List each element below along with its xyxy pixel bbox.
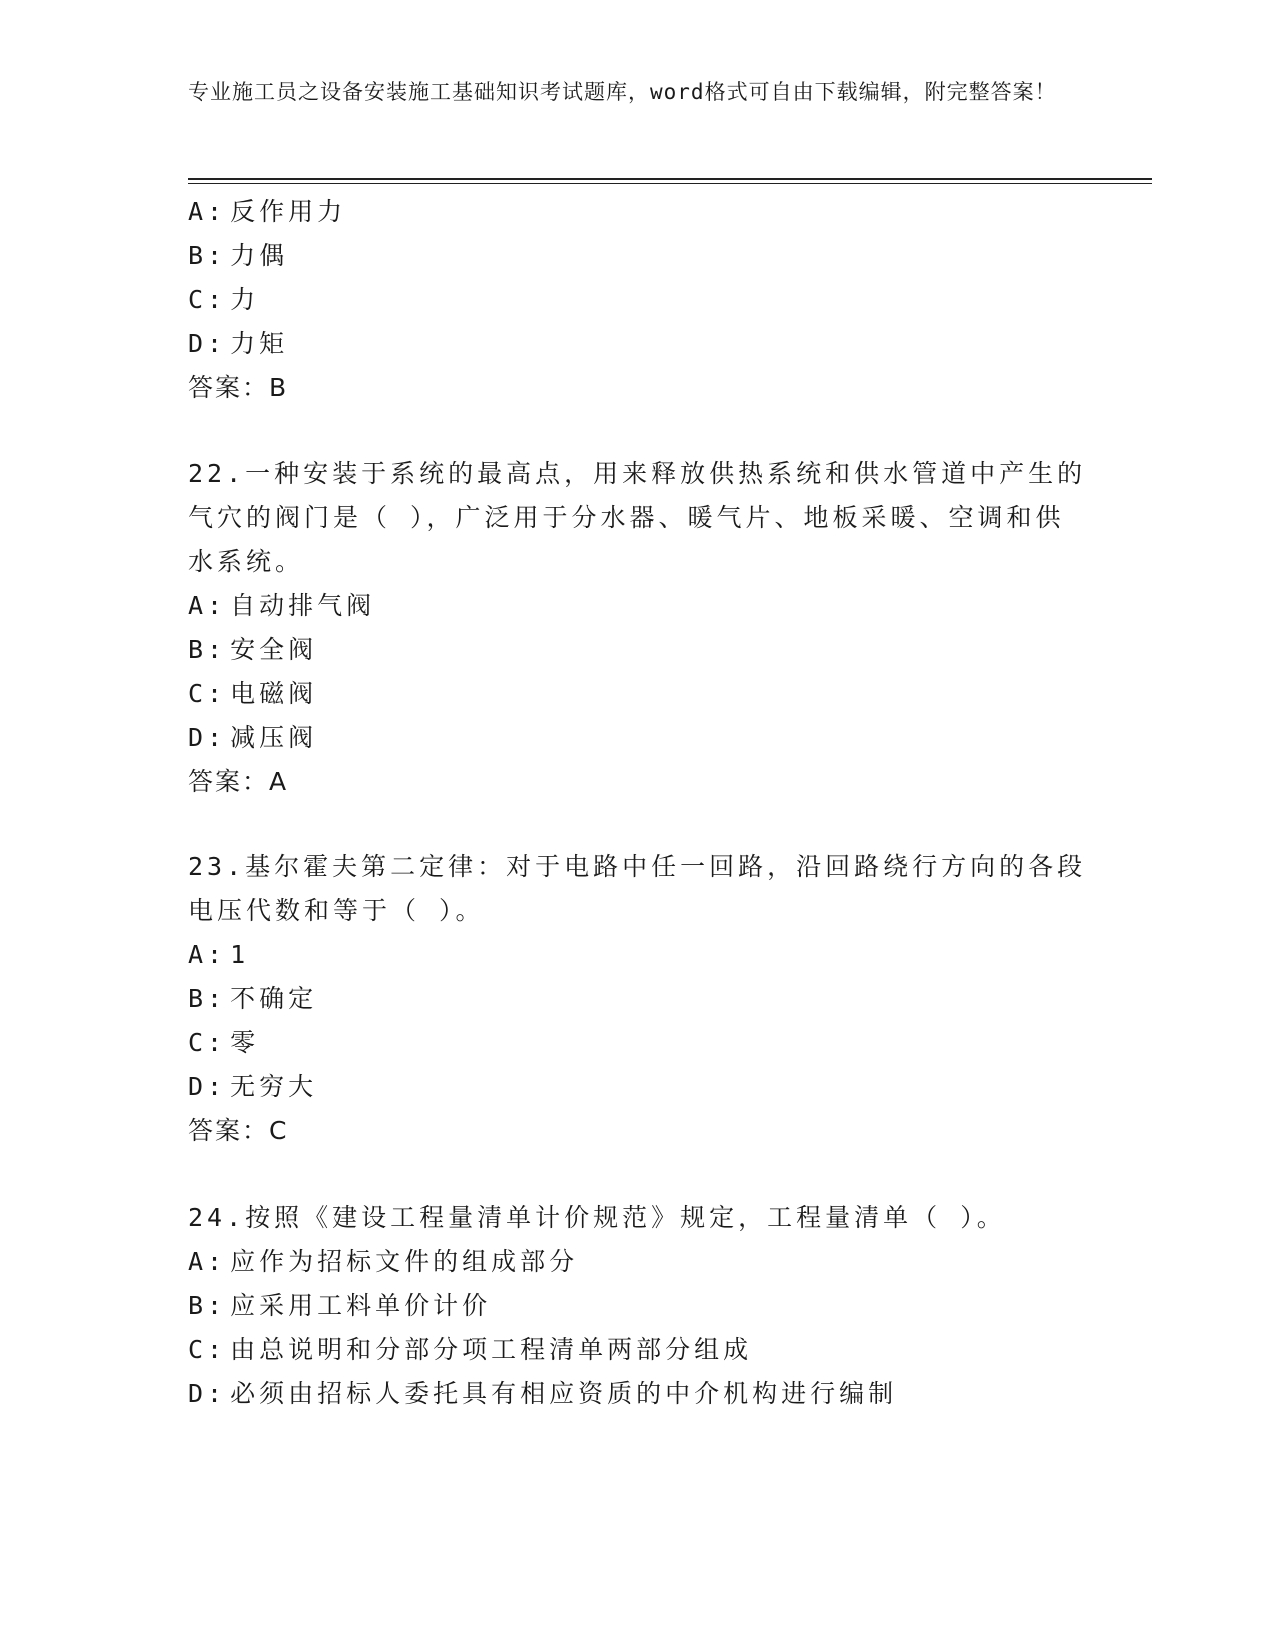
question-stem-line: 水系统。 [188, 547, 305, 576]
option-b: B: 不确定 [188, 984, 318, 1013]
answer-text: 答案：B [188, 373, 289, 402]
option-c: C: 由总说明和分部分项工程清单两部分组成 [188, 1335, 753, 1364]
option-a: A: 自动排气阀 [188, 591, 376, 620]
option-b: B: 力偶 [188, 241, 289, 270]
option-d: D: 减压阀 [188, 723, 318, 752]
header-divider [188, 178, 1152, 180]
question-stem-line: 23.基尔霍夫第二定律：对于电路中任一回路，沿回路绕行方向的各段 [188, 852, 1087, 881]
option-b: B: 应采用工料单价计价 [188, 1291, 492, 1320]
option-a: A: 反作用力 [188, 197, 347, 226]
option-d: D: 无穷大 [188, 1072, 318, 1101]
question-stem-line: 气穴的阀门是（ ），广泛用于分水器、暖气片、地板采暖、空调和供 [188, 503, 1065, 532]
question-stem-line: 电压代数和等于（ ）。 [188, 896, 485, 925]
option-b: B: 安全阀 [188, 635, 318, 664]
option-d: D: 力矩 [188, 329, 289, 358]
option-a: A: 1 [188, 940, 250, 969]
question-stem-line: 24.按照《建设工程量清单计价规范》规定，工程量清单（ ）。 [188, 1203, 1006, 1232]
document-title: 专业施工员之设备安装施工基础知识考试题库，word格式可自由下载编辑，附完整答案！ [188, 80, 1057, 104]
answer-text: 答案：C [188, 1116, 289, 1145]
option-c: C: 零 [188, 1028, 260, 1057]
option-a: A: 应作为招标文件的组成部分 [188, 1247, 579, 1276]
option-d: D: 必须由招标人委托具有相应资质的中介机构进行编制 [188, 1379, 898, 1408]
header-divider-thin [188, 183, 1152, 184]
answer-text: 答案：A [188, 767, 289, 796]
option-c: C: 电磁阀 [188, 679, 318, 708]
option-c: C: 力 [188, 285, 260, 314]
question-stem-line: 22.一种安装于系统的最高点，用来释放供热系统和供水管道中产生的 [188, 459, 1087, 488]
